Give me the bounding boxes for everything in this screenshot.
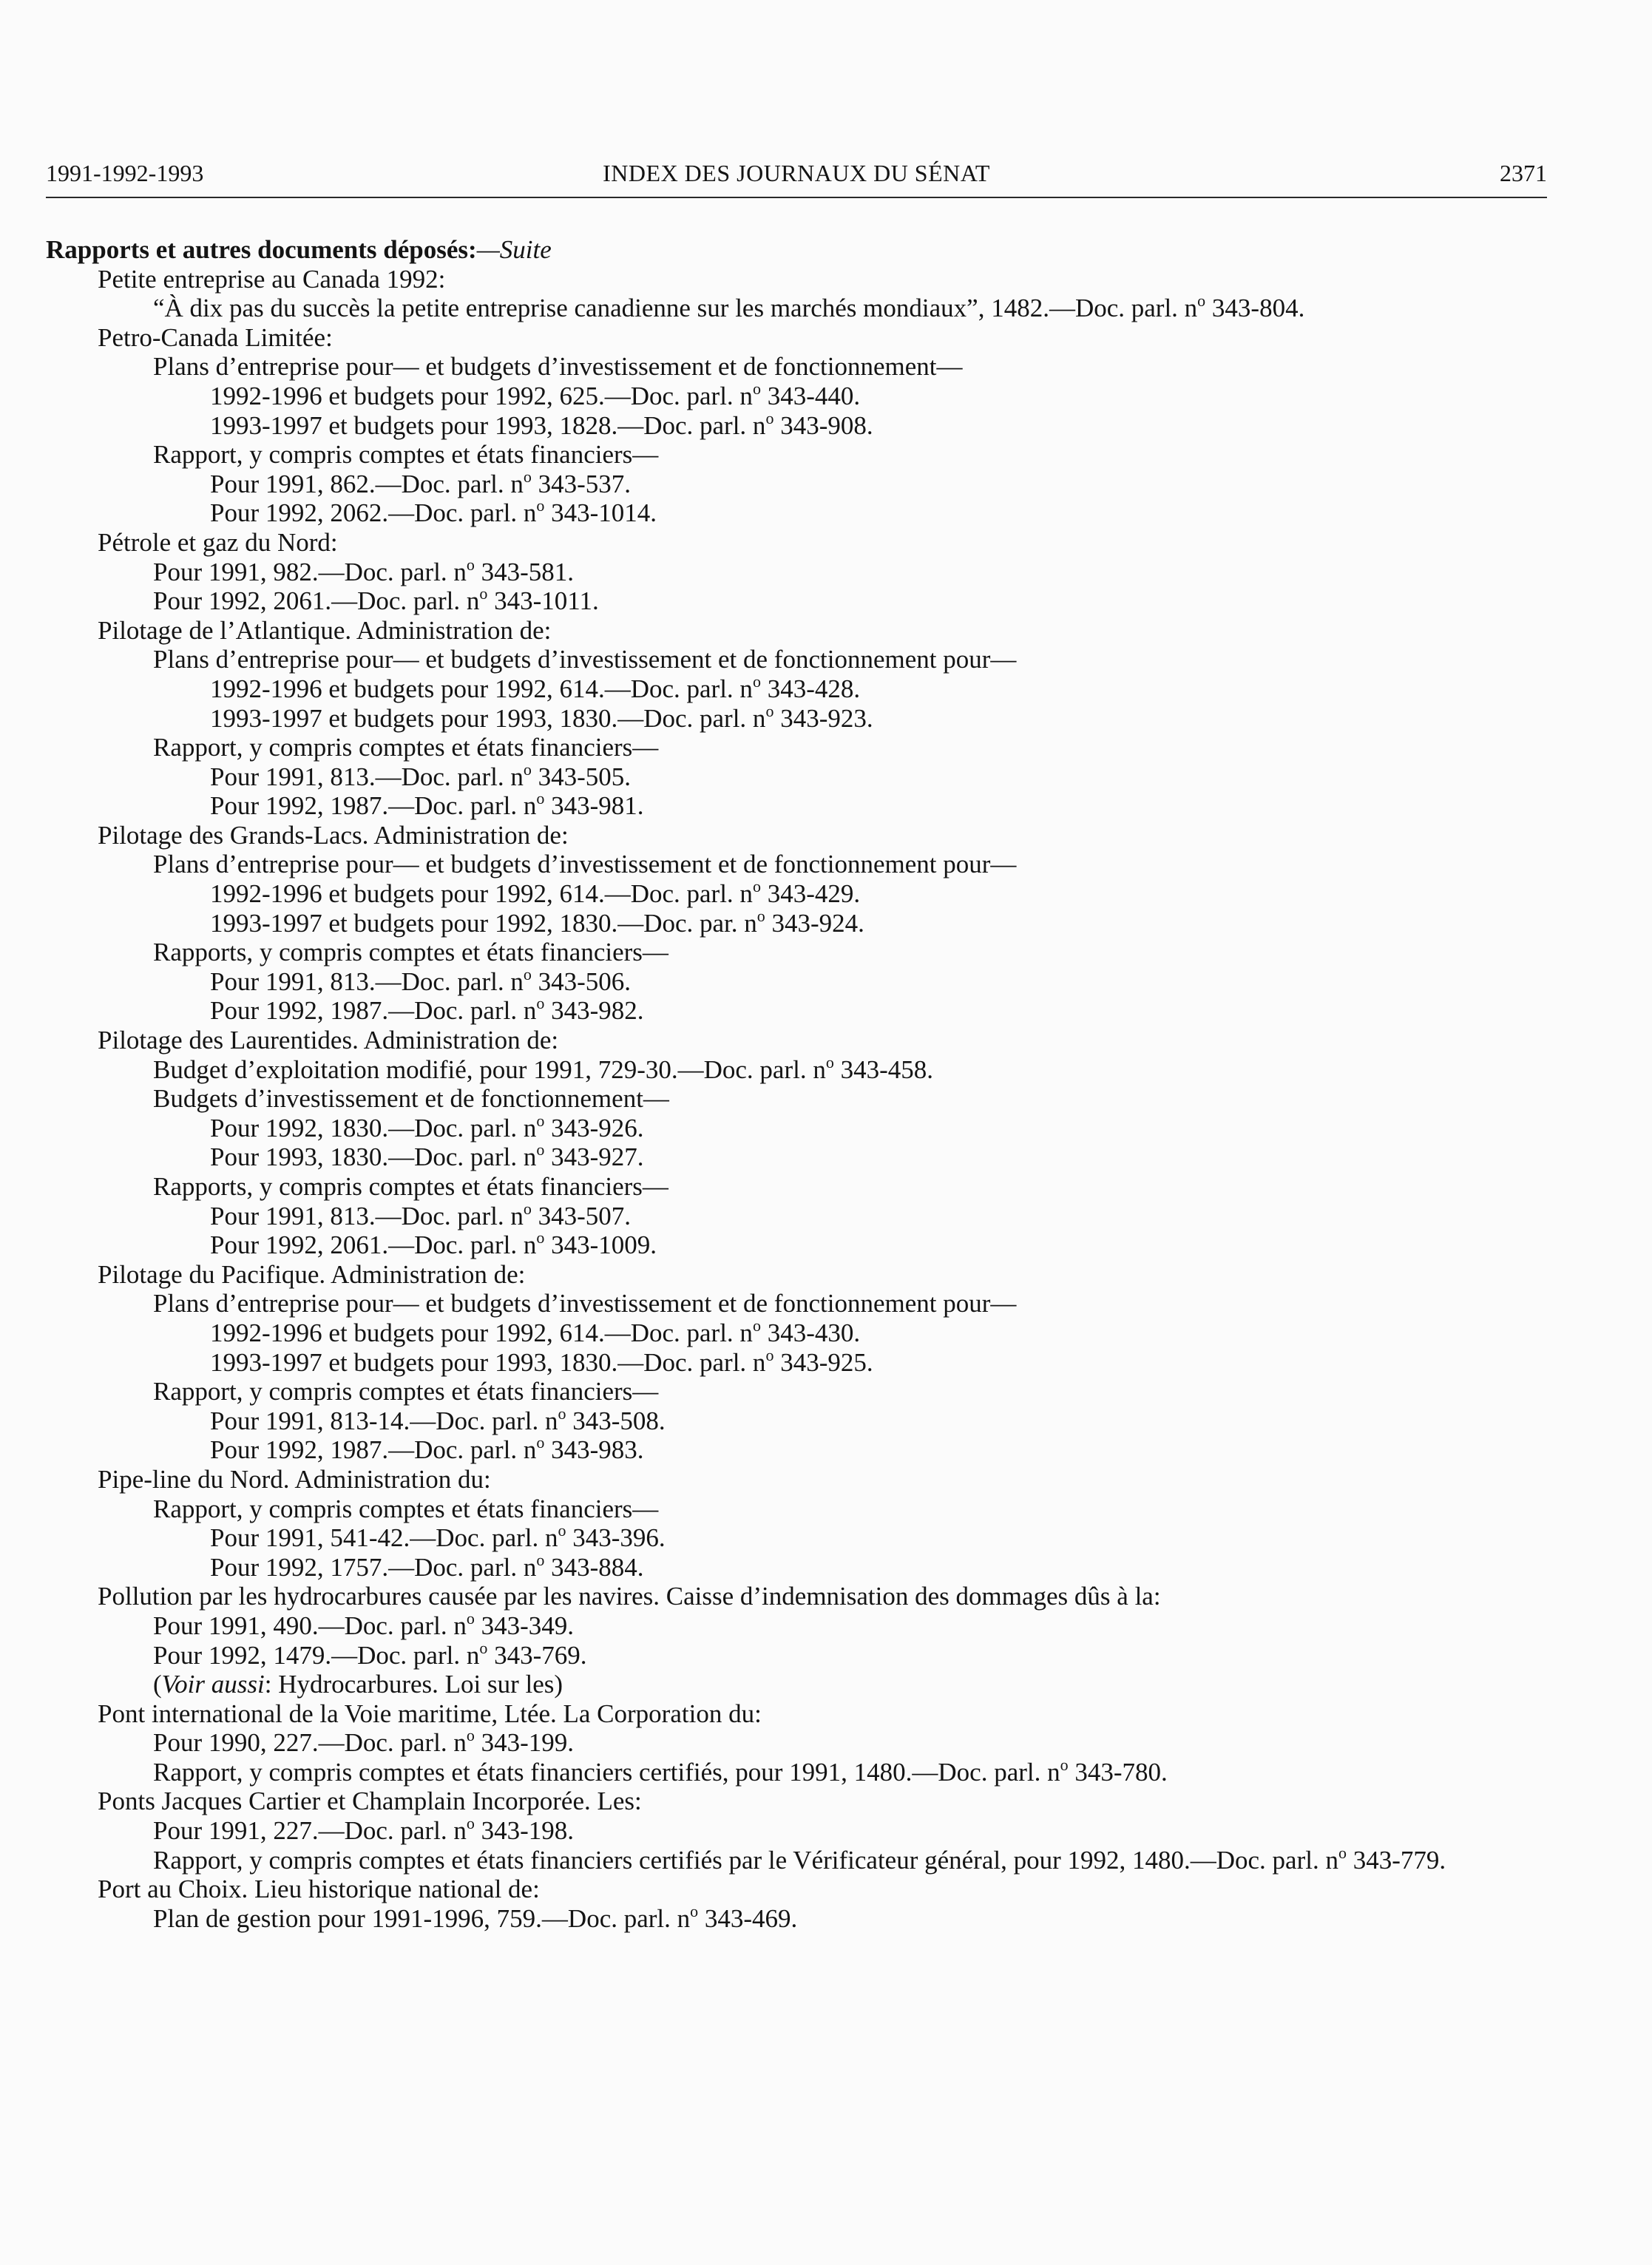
index-subentry <box>46 1523 1554 1553</box>
document-number: 343-779. <box>1346 1845 1446 1875</box>
index-subentry <box>46 1670 1554 1699</box>
index-subentry: Budgets d’investissement et de fonctionnement— <box>153 1084 669 1114</box>
document-number: 343-429. <box>760 879 861 909</box>
index-entry: Pont international de la Voie maritime, Ltée. La Corporation du: <box>98 1699 762 1728</box>
numero-superscript: o <box>523 1199 532 1218</box>
index-entry: Petro-Canada Limitée: <box>98 322 333 352</box>
numero-superscript: o <box>752 671 761 691</box>
index-subentry <box>46 467 1554 499</box>
document-number: 343-981. <box>544 791 644 821</box>
document-number: 343-908. <box>773 410 873 440</box>
index-subentry: Rapports, y compris comptes et états financiers— <box>153 1172 668 1201</box>
numero-superscript: o <box>536 994 545 1013</box>
see-also-label: Voir aussi <box>161 1670 265 1699</box>
index-subentry <box>46 291 1554 323</box>
entry-text: Rapport, y compris comptes et états financiers certifiés, pour 1991, 1480.—Doc. parl. n <box>153 1757 1060 1787</box>
index-subentry <box>46 879 1554 909</box>
document-number: 343-469. <box>698 1903 798 1933</box>
index-subentry <box>46 1550 1554 1582</box>
index-subentry <box>46 1755 1554 1787</box>
index-subentry <box>46 498 1554 528</box>
entry-text: Pour 1991, 813-14.—Doc. parl. n <box>210 1406 558 1435</box>
numero-superscript: o <box>479 584 488 603</box>
entry-text: Pour 1991, 862.—Doc. parl. n <box>210 469 524 498</box>
section-continuation: —Suite <box>476 235 552 264</box>
index-subentry <box>46 701 1554 734</box>
index-entry: Pilotage des Laurentides. Administration de: <box>98 1026 559 1055</box>
entry-text: Pour 1992, 1987.—Doc. parl. n <box>210 791 537 821</box>
index-subentry <box>46 964 1554 997</box>
entry-text: Budget d’exploitation modifié, pour 1991, 729-30.—Doc. parl. n <box>153 1054 826 1084</box>
numero-superscript: o <box>536 789 545 808</box>
entry-text: Plan de gestion pour 1991-1996, 759.—Doc. parl. n <box>153 1903 691 1933</box>
entry-text: 1993-1997 et budgets pour 1993, 1830.—Doc. parl. n <box>210 703 766 733</box>
index-subentry <box>46 555 1554 587</box>
entry-text: Pour 1992, 2062.—Doc. parl. n <box>210 498 537 528</box>
numero-superscript: o <box>1197 291 1206 311</box>
section-heading-text: Rapports et autres documents déposés: <box>46 235 477 264</box>
numero-superscript: o <box>536 1228 545 1247</box>
numero-superscript: o <box>536 1111 545 1130</box>
document-number: 343-884. <box>544 1552 644 1582</box>
numero-superscript: o <box>479 1638 488 1657</box>
index-subentry: Plans d’entreprise pour— et budgets d’investissement et de fonctionnement— <box>153 352 963 382</box>
numero-superscript: o <box>466 1726 475 1745</box>
numero-superscript: o <box>536 1550 545 1569</box>
document-number: 343-1009. <box>544 1230 657 1260</box>
document-number: 343-396. <box>566 1523 666 1553</box>
index-subentry <box>46 408 1554 441</box>
index-subentry <box>46 1435 1554 1465</box>
entry-text: 1992-1996 et budgets pour 1992, 614.—Doc. parl. n <box>210 879 753 909</box>
numero-superscript: o <box>752 877 761 896</box>
entry-text: Pour 1992, 1987.—Doc. parl. n <box>210 1435 537 1465</box>
index-subentry <box>46 1843 1615 1875</box>
header-title: INDEX DES JOURNAUX DU SÉNAT <box>603 160 990 186</box>
index-subentry <box>46 996 1554 1026</box>
numero-superscript: o <box>690 1901 699 1920</box>
document-number: 343-581. <box>474 557 575 586</box>
entry-text: Pour 1991, 813.—Doc. parl. n <box>210 966 524 996</box>
index-subentry <box>46 1052 1554 1085</box>
index-subentry <box>46 1111 1554 1143</box>
document-number: 343-440. <box>760 381 861 410</box>
entry-text: 1992-1996 et budgets pour 1992, 625.—Doc. parl. n <box>210 381 753 410</box>
entry-text: “À dix pas du succès la petite entreprise canadienne sur les marchés mondiaux”, 1482.—Doc. parl. n <box>153 294 1198 323</box>
numero-superscript: o <box>1060 1755 1069 1774</box>
index-subentry <box>46 1199 1554 1231</box>
index-subentry <box>46 791 1554 821</box>
document-number: 343-458. <box>833 1054 934 1084</box>
index-subentry <box>46 586 1554 616</box>
index-subentry <box>46 1345 1554 1378</box>
index-subentry <box>46 1638 1554 1670</box>
index-body <box>46 235 1554 1933</box>
index-entry: Pétrole et gaz du Nord: <box>98 527 338 557</box>
index-subentry: Plans d’entreprise pour— et budgets d’investissement et de fonctionnement pour— <box>153 645 1017 674</box>
entry-text: Pour 1991, 813.—Doc. parl. n <box>210 1201 524 1230</box>
document-number: 343-349. <box>474 1611 575 1640</box>
see-also-open: ( <box>153 1670 162 1699</box>
index-subentry <box>46 759 1554 792</box>
document-number: 343-769. <box>487 1640 587 1670</box>
see-also-target: : Hydrocarbures. Loi sur les) <box>264 1670 563 1699</box>
index-subentry <box>46 1142 1554 1172</box>
index-subentry: Rapport, y compris comptes et états financiers— <box>153 1494 659 1523</box>
entry-text: Pour 1992, 2061.—Doc. parl. n <box>210 1230 537 1260</box>
numero-superscript: o <box>756 906 765 925</box>
document-number: 343-537. <box>531 469 632 498</box>
document-number: 343-982. <box>544 996 644 1026</box>
page-number: 2371 <box>1500 160 1547 186</box>
entry-text: Pour 1991, 541-42.—Doc. parl. n <box>210 1523 558 1553</box>
index-entry: Pilotage de l’Atlantique. Administration de: <box>98 615 552 645</box>
document-number: 343-428. <box>760 674 861 703</box>
numero-superscript: o <box>466 1608 475 1628</box>
document-number: 343-430. <box>760 1318 861 1347</box>
document-number: 343-1011. <box>487 586 599 616</box>
index-subentry <box>46 1318 1554 1348</box>
index-subentry <box>46 1608 1554 1641</box>
document-number: 343-506. <box>531 966 632 996</box>
index-subentry: Rapport, y compris comptes et états financiers— <box>153 733 659 762</box>
numero-superscript: o <box>558 1521 566 1540</box>
index-subentry <box>46 1230 1554 1260</box>
entry-text: 1993-1997 et budgets pour 1993, 1828.—Doc. parl. n <box>210 410 766 440</box>
document-number: 343-780. <box>1068 1757 1168 1787</box>
numero-superscript: o <box>765 701 774 720</box>
header-years: 1991-1992-1993 <box>46 160 204 186</box>
index-entry: Pipe-line du Nord. Administration du: <box>98 1464 491 1494</box>
numero-superscript: o <box>536 1140 545 1159</box>
section-heading <box>46 235 1554 265</box>
document-number: 343-983. <box>544 1435 644 1465</box>
entry-text: Pour 1992, 1830.—Doc. parl. n <box>210 1113 537 1142</box>
index-entry: Pilotage des Grands-Lacs. Administration de: <box>98 820 569 850</box>
index-subentry: Rapports, y compris comptes et états financiers— <box>153 938 668 967</box>
numero-superscript: o <box>765 1345 774 1364</box>
entry-text: Pour 1991, 813.—Doc. parl. n <box>210 762 524 791</box>
document-number: 343-923. <box>773 703 873 733</box>
document-number: 343-505. <box>531 762 632 791</box>
document-number: 343-927. <box>544 1142 644 1172</box>
numero-superscript: o <box>1338 1843 1347 1862</box>
entry-text: 1992-1996 et budgets pour 1992, 614.—Doc. parl. n <box>210 1318 753 1347</box>
document-number: 343-1014. <box>544 498 657 528</box>
numero-superscript: o <box>523 467 532 486</box>
numero-superscript: o <box>752 379 761 398</box>
document-number: 343-804. <box>1205 294 1305 323</box>
index-entry: Ponts Jacques Cartier et Champlain Incorporée. Les: <box>98 1787 642 1816</box>
entry-text: 1992-1996 et budgets pour 1992, 614.—Doc. parl. n <box>210 674 753 703</box>
index-entry: Petite entreprise au Canada 1992: <box>98 264 446 294</box>
entry-text: Pour 1992, 1987.—Doc. parl. n <box>210 996 537 1026</box>
numero-superscript: o <box>558 1404 566 1423</box>
entry-text: 1993-1997 et budgets pour 1993, 1830.—Doc. parl. n <box>210 1347 766 1377</box>
index-subentry: Plans d’entreprise pour— et budgets d’investissement et de fonctionnement pour— <box>153 1289 1017 1318</box>
index-subentry <box>46 1728 1554 1758</box>
index-entry: Pilotage du Pacifique. Administration de: <box>98 1259 526 1289</box>
index-subentry <box>46 906 1554 938</box>
entry-text: Pour 1991, 982.—Doc. parl. n <box>153 557 467 586</box>
entry-text: 1993-1997 et budgets pour 1992, 1830.—Doc. par. n <box>210 908 757 938</box>
document-number: 343-508. <box>566 1406 666 1435</box>
entry-text: Pour 1990, 227.—Doc. parl. n <box>153 1728 467 1758</box>
entry-text: Rapport, y compris comptes et états financiers certifiés par le Vérificateur général, pour 1992, 1480.—Doc. parl. n <box>153 1845 1338 1875</box>
entry-text: Pour 1992, 1479.—Doc. parl. n <box>153 1640 480 1670</box>
index-entry: Pollution par les hydrocarbures causée par les navires. Caisse d’indemnisation des dommages dûs à la: <box>98 1582 1161 1611</box>
numero-superscript: o <box>523 964 532 983</box>
index-subentry: Plans d’entreprise pour— et budgets d’investissement et de fonctionnement pour— <box>153 850 1017 879</box>
document-number: 343-926. <box>544 1113 644 1142</box>
document-number: 343-925. <box>773 1347 873 1377</box>
numero-superscript: o <box>825 1052 834 1071</box>
document-number: 343-198. <box>474 1816 575 1846</box>
numero-superscript: o <box>523 759 532 779</box>
numero-superscript: o <box>536 496 545 515</box>
index-entry: Port au Choix. Lieu historique national de: <box>98 1875 540 1904</box>
numero-superscript: o <box>765 408 774 427</box>
index-subentry: Rapport, y compris comptes et états financiers— <box>153 440 659 470</box>
numero-superscript: o <box>536 1433 545 1452</box>
running-header <box>46 157 1547 189</box>
entry-text: Pour 1991, 490.—Doc. parl. n <box>153 1611 467 1640</box>
document-number: 343-924. <box>765 908 864 938</box>
index-subentry <box>46 671 1554 704</box>
entry-text: Pour 1992, 1757.—Doc. parl. n <box>210 1552 537 1582</box>
header-rule <box>46 197 1547 198</box>
numero-superscript: o <box>752 1316 761 1335</box>
index-subentry <box>46 1406 1554 1436</box>
entry-text: Pour 1992, 2061.—Doc. parl. n <box>153 586 480 616</box>
index-subentry <box>46 1901 1554 1934</box>
document-number: 343-507. <box>531 1201 632 1230</box>
numero-superscript: o <box>466 1814 475 1833</box>
entry-text: Pour 1993, 1830.—Doc. parl. n <box>210 1142 537 1172</box>
index-subentry <box>46 379 1554 411</box>
numero-superscript: o <box>466 555 475 574</box>
entry-text: Pour 1991, 227.—Doc. parl. n <box>153 1816 467 1846</box>
index-subentry <box>46 1816 1554 1846</box>
index-subentry: Rapport, y compris comptes et états financiers— <box>153 1377 659 1406</box>
document-number: 343-199. <box>474 1728 575 1758</box>
